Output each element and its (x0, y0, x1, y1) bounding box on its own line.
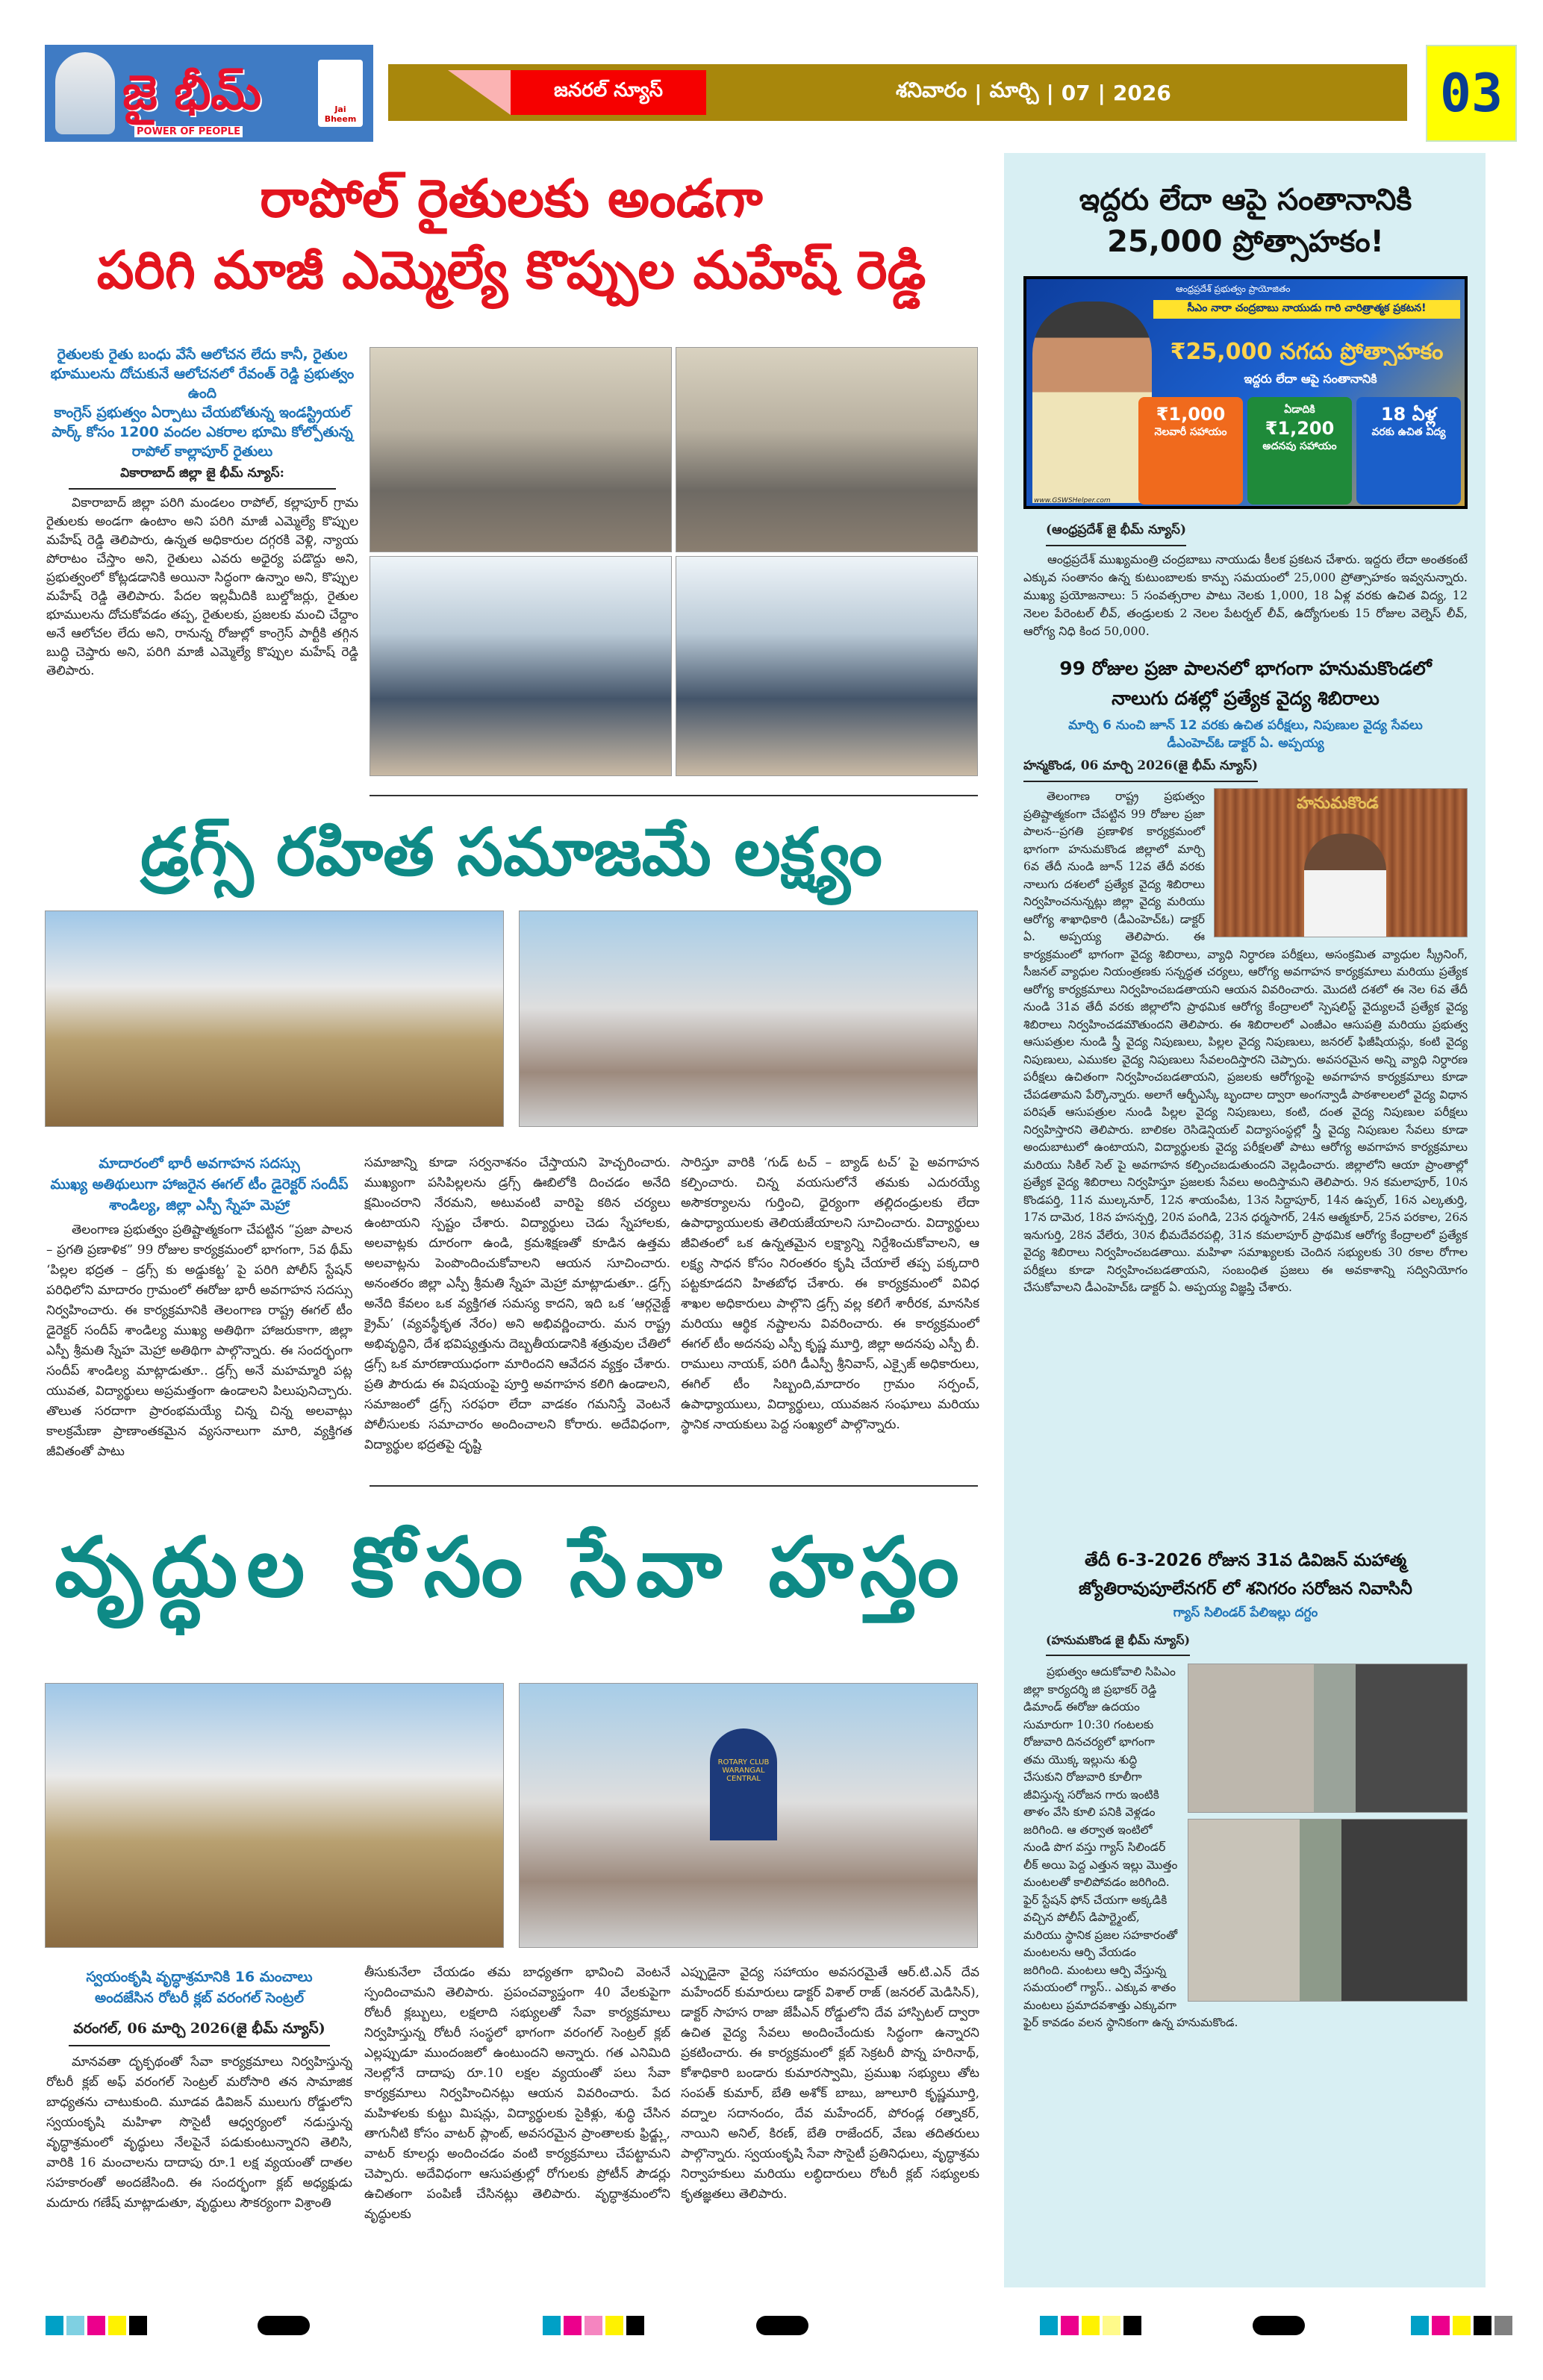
cm-portrait (1032, 302, 1152, 503)
right1-dateline: (ఆంధ్రప్రదేశ్ జై భీమ్ న్యూస్) (1046, 522, 1186, 546)
ad-line: ఇద్దరు లేదా ఆపై సంతానానికి (1244, 372, 1377, 386)
category-ribbon-tail (448, 70, 511, 115)
date-month: మార్చి (989, 78, 1039, 102)
right1-text (1017, 522, 1474, 640)
article1-dateline: వికారాబాద్ జిల్లా జై భీమ్ న్యూస్: (69, 466, 336, 490)
article1-body: వికారాబాద్ జిల్లా పరిగి మండలం రాపోల్, కల్లాపూర్ గ్రామ రైతులకు అండగా ఉంటాం అని పరిగి మాజీ ఎమ్మెల్యే కొప్పుల మహేష్ రెడ్డి తెలిపారు, ఉన్నత అధికారుల దగ్గరకి వెళ్లి, న్యాయ పోరాటం చేస్తాం అని, రైతులు ఎవరు అధైర్య పడొద్దు అని, ప్రభుత్వంలో కోట్లడడానికి అయినా సిద్ధంగా ఉన్నాం అని, కొప్పుల మహేష్ రెడ్డి తెలిపారు. పేదల ఇల్లమీదికి బుల్డోజర్లు, రైతుల భూములను దోచుకోవడం తప్ప, రైతులకు, ప్రజలకు మంచి చేద్దాం అనే ఆలోచల లేదు అని, రానున్న రోజుల్లో కాంగ్రెస్ పార్టీకి తగ్గిన బుద్ధి చెప్తారు అని, పరిగి మాజీ ఎమ్మెల్యే కొప్పుల మహేష్ రెడ్డి తెలిపారు. (46, 496, 358, 678)
right2-headline (1017, 654, 1474, 713)
article3-headline: వృద్ధుల కోసం సేవా హస్తం (54, 1519, 968, 1615)
ad-box-monthly (1138, 397, 1243, 505)
issue-date (896, 70, 1171, 115)
box-amount: ₹1,200 (1265, 418, 1335, 439)
article3-subhead: అందజేసిన రోటరీ క్లబ్ వరంగల్ సెంట్రల్ (94, 1990, 305, 2006)
article2-body: తెలంగాణ ప్రభుత్వం ప్రతిష్టాత్మకంగా చేపట్టిన “ప్రజా పాలన – ప్రగతి ప్రణాళిక” 99 రోజుల కార్యక్రమంలో భాగంగా, 5వ థీమ్ ‘పిల్లల భద్రత – డ్రగ్స్ కు అడ్డుకట్ట’ పై పరిగి పోలీస్ స్టేషన్ పరిధిలోని మాదారం గ్రామంలో ఈరోజు భారీ అవగాహన సదస్సు నిర్వహించారు. ఈ కార్యక్రమానికి తెలంగాణ రాష్ట్ర ఈగల్ టీం డైరెక్టర్ సందీప్ శాండిల్య ముఖ్య అతిథిగా హాజరుకాగా, జిల్లా ఎస్పీ శ్రీమతి స్నేహ మెహ్రా అతిథిగా పాల్గొన్నారు. ఈ సందర్భంగా సందీప్ శాండిల్య మాట్లాడుతూ.. డ్రగ్స్ అనే మహమ్మారి పట్ల యువత, విద్యార్థులు అప్రమత్తంగా ఉండాలని పిలుపునిచ్చారు. తొలుత సరదాగా ప్రారంభమయ్యే చిన్న చిన్న అలవాట్లు కాలక్రమేణా ప్రాణాంతకమైన వ్యసనాలుగా మారి, వ్యక్తిగత జీవితంతో పాటు (46, 1222, 352, 1459)
article1-photo (676, 347, 978, 552)
article2-col3: సారిస్తూ వారికి ‘గుడ్ టచ్ – బ్యాడ్ టచ్’ పై అవగాహన కల్పించారు. చిన్న వయసులోనే తమకు ఎదురయ్యే అసౌకర్యాలను గుర్తించి, ధైర్యంగా తల్లిదండ్రులకు లేదా ఉపాధ్యాయులకు తెలియజేయాలని సూచించారు. విద్యార్థులు జీవితంలో ఒక ఉన్నతమైన లక్ష్యాన్ని నిర్దేశించుకోవాలని, ఆ లక్ష్య సాధన కోసం నిరంతరం కృషి చేయాలే తప్ప పక్కదారి పట్టకూడదని హితబోధ చేశారు. ఈ కార్యక్రమంలో వివిధ శాఖల అధికారులు పాల్గొని డ్రగ్స్ వల్ల కలిగే శారీరక, మానసిక మరియు ఆర్థిక నష్టాలను వివరించారు. ఈ కార్యక్రమంలో ఈగల్ టీం అదనపు ఎస్పీ కృష్ణ మూర్తి, జిల్లా అదనపు ఎస్పీ బీ. రాములు నాయక్, పరిగి డీఎస్పీ శ్రీనివాస్, ఎక్సైజ్ అధికారులు, ఈగిల్ టీం సిబ్బంది,మాదారం గ్రామం సర్పంచ్, ఉపాధ్యాయులు, విద్యార్థులు, యువజన సంఘాలు మరియు స్థానిక నాయకులు పెద్ద సంఖ్యలో పాల్గొన్నారు. (681, 1155, 979, 1432)
article1-photo (370, 556, 672, 776)
article2-photo (519, 911, 978, 1127)
logo-name: జై భీమ్ (122, 66, 262, 121)
registration-mark (756, 2316, 808, 2335)
date-year: 2026 (1112, 80, 1171, 105)
ad-amount: ₹25,000 నగదు ప్రోత్సాహకం (1170, 339, 1444, 365)
date-day: శనివారం (896, 78, 967, 102)
article2-headline: డ్రగ్స్ రహిత సమాజమే లక్ష్యం (140, 813, 882, 890)
fire-photo (1188, 1664, 1468, 1813)
article1-photo (370, 347, 672, 552)
masthead-logo (45, 45, 373, 142)
right-column-content (1017, 179, 1474, 2280)
headline-line: ఇద్దరు లేదా ఆపై సంతానానికి (1079, 183, 1412, 217)
right3-body (1017, 1664, 1474, 2280)
color-bar (1411, 2316, 1512, 2335)
logo-tagline: POWER OF PEOPLE (134, 126, 243, 137)
article1-text (46, 345, 358, 787)
portrait-image (55, 52, 115, 134)
logo-emblem: Jai Bheem (318, 60, 363, 127)
box-text: అదనపు సహాయం (1262, 440, 1337, 452)
right2-subhead: మార్చి 6 నుంచి జూన్ 12 వరకు ఉచిత పరీక్షలు, నిపుణుల వైద్య సేవలు (1068, 718, 1423, 733)
ad-box-education (1356, 397, 1461, 505)
box-top: ఏడాదికి (1284, 404, 1315, 416)
right3-dateline-wrap (1017, 1622, 1474, 1664)
box-text: నెలవారీ సహాయం (1154, 426, 1227, 438)
box-text: వరకు ఉచిత విద్య (1371, 426, 1446, 438)
article2-subhead: ముఖ్య అతిథులుగా హాజరైన ఈగల్ టీం డైరెక్టర్ సందీప్ శాండిల్య, జిల్లా ఎస్పీ స్నేహ మెహ్రా (50, 1176, 349, 1214)
article3-col2: తీసుకునేలా చేయడం తమ బాధ్యతగా భావించి వెంటనే స్పందించామని తెలిపారు. ప్రపంచవ్యాప్తంగా 40 వేలకుపైగా రోటరీ క్లబ్బులు, లక్షలాది సభ్యులతో సేవా కార్యక్రమాలు నిర్వహిస్తున్న రోటరీ సంస్థలో భాగంగా వరంగల్ సెంట్రల్ క్లబ్ ఎల్లప్పుడూ ముందంజలో ఉంటుందని అన్నారు. గత ఎనిమిది నెలల్లోనే దాదాపు రూ.10 లక్షల వ్యయంతో పలు సేవా కార్యక్రమాలు నిర్వహించినట్లు ఆయన వివరించారు. పేద మహిళలకు కుట్టు మిషన్లు, విద్యార్థులకు సైకిళ్లు, శుద్ధి చేసిన తాగునీటి కోసం వాటర్ ప్లాంట్, అవసరమైన ప్రాంతాలకు ఫ్రిడ్జ్లు, వాటర్ కూలర్లు అందించడం వంటి కార్యక్రమాలు చేపట్టామని చెప్పారు. అదేవిధంగా ఆసుపత్రుల్లో రోగులకు ప్రోటీన్ పౌడర్లు ఉచితంగా పంపిణీ చేసినట్లు తెలిపారు. వృద్ధాశ్రమంలోని వృద్ధులకు (364, 1965, 670, 2222)
divider (370, 1485, 978, 1487)
date-date: 07 (1061, 80, 1091, 105)
right3-dateline: (హనుమకొండ జై భీమ్ న్యూస్) (1046, 1633, 1190, 1656)
article1-photo (676, 556, 978, 776)
ad-sponsor: ఆంధ్రప్రదేశ్ ప్రభుత్వం ప్రాయోజితం (1176, 284, 1291, 294)
divider (370, 795, 978, 796)
ad-box-yearly (1247, 397, 1352, 505)
article3-subhead: స్వయంకృషి వృద్ధాశ్రమానికి 16 మంచాలు (86, 1969, 313, 1985)
person-figure (1304, 834, 1386, 937)
headline-line: రాపోల్ రైతులకు అండగా (260, 168, 763, 229)
headline-line: నాలుగు దశల్లో ప్రత్యేక వైద్య శిబిరాలు (1112, 687, 1380, 709)
office-sign: హనుమకొండ (1297, 793, 1379, 813)
right2-dateline: హన్మకొండ, 06 మార్చి 2026(జై భీమ్ న్యూస్) (1023, 758, 1258, 782)
headline-line: తేదీ 6-3-2026 రోజున 31వ డివిజన్ మహాత్మ (1085, 1551, 1406, 1570)
box-amount: ₹1,000 (1156, 404, 1226, 425)
headline-line: జ్యోతిరావుపూలేనగర్ లో శనిగరం సరోజన నివాసినీ (1079, 1579, 1412, 1599)
box-amount: 18 ఏళ్ల (1380, 404, 1437, 425)
ad-banner: సీఎం నారా చంద్రబాబు నాయుడు గారి చారిత్రాత్మక ప్రకటన! (1153, 300, 1460, 319)
registration-mark (258, 2316, 310, 2335)
article2-col1 (46, 1153, 352, 1474)
article3-col1 (46, 1967, 352, 2265)
article3-photo (519, 1683, 978, 1948)
article2-photo (45, 911, 504, 1127)
article2-col2: సమాజాన్ని కూడా సర్వనాశనం చేస్తాయని హెచ్చరించారు. ముఖ్యంగా పసిపిల్లలను డ్రగ్స్ ఊబిలోకి దించడం అనేది క్షమించరాని నేరమని, అటువంటి వారిపై కఠిన చర్యలు ఉంటాయని స్పష్టం చేశారు. విద్యార్థులు చెడు స్నేహాలకు, అలవాట్లకు దూరంగా ఉండి, క్రమశిక్షణతో కూడిన ఉత్తమ అలవాట్లను పెంపొందించుకోవాలని ఆయన సూచించారు. అనంతరం జిల్లా ఎస్పీ శ్రీమతి స్నేహ మెహ్రా మాట్లాడుతూ.. డ్రగ్స్ అనేది కేవలం ఒక వ్యక్తిగత సమస్య కాదని, ఇది ఒక ‘ఆర్గనైజ్డ్ క్రైమ్’ (వ్యవస్థీకృత నేరం) అని అభివర్ణించారు. మన రాష్ట్ర అభివృద్ధిని, దేశ భవిష్యత్తును దెబ్బతీయడానికి శత్రువుల చేతిలో డ్రగ్స్ ఒక మారణాయుధంగా మారిందని ఆవేదన వ్యక్తం చేశారు. ప్రతి పౌరుడు ఈ విషయంపై పూర్తి అవగాహన కలిగి ఉండాలని, సమాజంలో డ్రగ్స్ సరఫరా లేదా వాడకం గమనిస్తే వెంటనే పోలీసులకు సమాచారం అందించాలని కోరారు. అదేవిధంగా, విద్యార్థుల భద్రతపై దృష్టి (364, 1155, 670, 1452)
article1-headline (45, 163, 978, 306)
right2-subheads (1017, 716, 1474, 752)
headline-line: 25,000 ప్రోత్సాహకం! (1107, 225, 1384, 259)
right2-dateline-wrap (1017, 752, 1474, 788)
right3-headline (1017, 1546, 1474, 1603)
color-bar (46, 2316, 147, 2335)
article3-body: మానవతా దృక్పథంతో సేవా కార్యక్రమాలు నిర్వహిస్తున్న రోటరీ క్లబ్ అఫ్ వరంగల్ సెంట్రల్ మరోసారి తన సామాజిక బాధ్యతను చాటుకుంది. మూడవ డివిజన్ ములుగు రోడ్డులోని స్వయంకృషి మహిళా సొసైటీ ఆధ్వర్యంలో నడుస్తున్న వృద్ధాశ్రమంలో వృద్ధులు నేలపైనే పడుకుంటున్నారని తెలిసి, వారికి 16 మంచాలను దాదాపు రూ.1 లక్ష వ్యయంతో దాతల సహకారంతో అందజేసింది. ఈ సందర్భంగా క్లబ్ అధ్యక్షుడు మదూరు గణేష్ మాట్లాడుతూ, వృద్ధులు సౌకర్యంగా విశ్రాంతి (46, 2055, 352, 2211)
article3-dateline: వరంగల్, 06 మార్చి 2026(జై భీమ్ న్యూస్) (69, 2020, 330, 2046)
article3-photo (45, 1683, 504, 1948)
section-label: జనరల్ న్యూస్ (511, 70, 706, 115)
date-separator: | (1046, 80, 1054, 105)
right2-subhead: డీఎంహెచ్ఓ డాక్టర్ ఏ. అప్పయ్య (1167, 736, 1324, 751)
headline-line: 99 రోజుల ప్రజా పాలనలో భాగంగా హనుమకొండలో (1059, 658, 1432, 679)
right3-subhead: గ్యాస్ సిలిండర్ పేలిఇల్లు దగ్దం (1173, 1605, 1318, 1620)
article2-subhead: మాదారంలో భారీ అవగాహన సదస్సు (99, 1155, 300, 1172)
article3-col3: ఎప్పుడైనా వైద్య సహాయం అవసరమైతే ఆర్.టి.ఎన్ దేవ మహేందర్ కుమారులు డాక్టర్ విశాల్ రాజ్ (జనరల్ మెడిసిన్), డాక్టర్ సాహస రాజా జేపీఎన్ రోడ్డులోని దేవ హాస్పిటల్ ద్వారా ఉచిత వైద్య సేవలు అందించేందుకు సిద్ధంగా ఉన్నారని ప్రకటించారు. ఈ కార్యక్రమంలో క్లబ్ సెక్రటరీ పొన్న హరినాథ్, కోశాధికారి బండారు కుమారస్వామి, ప్రముఖ సభ్యులు తోట సంపత్ కుమార్, బేతి అశోక్ బాబు, జూలూరి కృష్ణమూర్తి, వద్నాల సదానందం, దేవ మహేందర్, పోరండ్ల రత్నాకర్, నాయిని అనిల్, కిరణ్, బేతి రాజేందర్, వేణు తదితరులు పాల్గొన్నారు. స్వయంకృషి సేవా సొసైటీ ప్రతినిధులు, వృద్ధాశ్రమ నిర్వాహకులు మరియు లబ్ధిదారులు రోటరీ క్లబ్ సభ్యులకు కృతజ్ఞతలు తెలిపారు. (681, 1965, 979, 2202)
right1-body: ఆంధ్రప్రదేశ్ ముఖ్యమంత్రి చంద్రబాబు నాయుడు కీలక ప్రకటన చేశారు. ఇద్దరు లేదా అంతకంటే ఎక్కువ సంతానం ఉన్న కుటుంబాలకు కాన్పు సమయంలో 25,000 ప్రోత్సాహకం ఇవ్వనున్నారు. ముఖ్య ప్రయోజనాలు: 5 సంవత్సరాల పాటు నెలకు 1,000, 18 ఏళ్ల వరకు ఉచిత విద్య, 12 నెలల పేరెంటల్ లీవ్, తండ్రులకు 2 నెలల పేటర్నల్ లీవ్, ఉద్యోగులకు 15 రోజుల వెల్నెస్ లీవ్, ఆరోగ్య నిధి కింద 50,000. (1023, 552, 1468, 638)
page-number: 03 (1426, 45, 1517, 142)
right3-body-text: ప్రభుత్వం ఆదుకోవాలి సిపిఎం జిల్లా కార్యదర్శి జి ప్రభాకర్ రెడ్డి డిమాండ్ ఈరోజు ఉదయం సుమారుగా 10:30 గంటలకు రోజువారి దినచర్యలో భాగంగా తమ యొక్క ఇల్లును శుద్ధి చేసుకుని రోజువారి కూలీగా జీవిస్తున్న సరోజన గారు ఇంటికి తాళం వేసి కూలి పనికి వెళ్లడం జరిగింది. ఆ తర్వాత ఇంటిలో నుండి పొగ వస్తు గ్యాస్ సిలిండర్ లీక్ అయి పెద్ద ఎత్తున ఇల్లు మొత్తం మంటలతో కాలిపోవడం జరిగింది. ఫైర్ స్టేషన్ ఫోన్ చేయగా అక్కడికి వచ్చిన పోలీస్ డిపార్ట్మెంట్, మరియు స్థానిక ప్రజల సహకారంతో మంటలను ఆర్పి వేయడం జరిగింది. మంటలు ఆర్పి వేస్తున్న సమయంలో గ్యాస్.. ఎక్కువ శాతం మంటలు ప్రమాదవశాత్తు ఎక్కువగా ఫైర్ కావడం వలన స్థానికంగా ఉన్న హనుమకొండ. (1023, 1665, 1238, 2029)
registration-mark (1253, 2316, 1305, 2335)
ad-website: www.GSWSHelper.com (1034, 497, 1111, 505)
dmho-photo (1214, 788, 1468, 937)
headline-line: పరిగి మాజీ ఎమ్మెల్యే కొప్పుల మహేష్ రెడ్డి (96, 240, 926, 301)
right2-body-text: తెలంగాణ రాష్ట్ర ప్రభుత్వం ప్రతిష్టాత్మకంగా చేపట్టిన 99 రోజుల ప్రజా పాలన--ప్రగతి ప్రణాళిక కార్యక్రమంలో భాగంగా హనుమకొండ జిల్లాలో మార్చి 6వ తేదీ నుండి జూన్ 12వ తేదీ వరకు నాలుగు దశలలో ప్రత్యేక వైద్య శిబిరాలు నిర్వహించనున్నట్లు జిల్లా వైద్య మరియు ఆరోగ్య శాఖాధికారి (డీఎంహెచ్ఓ) డాక్టర్ ఏ. అప్పయ్య తెలిపారు. ఈ కార్యక్రమంలో భాగంగా వైద్య శిబిరాలు, వ్యాధి నిర్ధారణ పరీక్షలు, అసంక్రమిత వ్యాధుల స్క్రీనింగ్, సీజనల్ వ్యాధుల నియంత్రణకు సన్నద్ధత చర్యలు, ఆరోగ్య అవగాహన కార్యక్రమాలు మరియు ప్రత్యేక ఆరోగ్య కార్యక్రమాలు నిర్వహించబడతాయని ఆయన వివరించారు. మొదటి దశలో ఈ నెల 6వ తేదీ నుండి 31వ తేదీ వరకు జిల్లాలోని ప్రాథమిక ఆరోగ్య కేంద్రాలలో స్పెషలిస్ట్ వైద్యులచే ప్రత్యేక వైద్య శిబిరాలు నిర్వహించడమౌతుందని తెలిపారు. ఈ శిబిరాలలో ఎంజీఎం ఆసుపత్రి మరియు ప్రభుత్వ ఆసుపత్రుల నుండి స్త్రీ వైద్య నిపుణులు, పిల్లల వైద్య నిపుణులు, జనరల్ ఫిజీషియన్లు, కంటి వైద్య నిపుణులు, ఎముకల వైద్య నిపుణులు సేవలందిస్తారని చెప్పారు. అవసరమైన అన్ని వ్యాధి నిర్ధారణ పరీక్షలు ఉచితంగా నిర్వహించబడతాయని, ప్రజలకు ఆరోగ్యంపై అవగాహన కార్యక్రమాలు కూడా చేపడతామని పేర్కొన్నారు. అలాగే ఆర్బీఎస్కే బృందాల ద్వారా అంగన్వాడీ పాఠశాలలలో వైద్య విధాన పరిషత్ ఆసుపత్రుల నుండి పిల్లల వైద్య నిపుణులు, కంటి, దంత వైద్య నిపుణుల పరీక్షలు నిర్వహిస్తారని తెలిపారు. బాలికల రెసిడెన్షియల్ విద్యాసంస్థల్లో స్త్రీ వైద్య నిపుణుల సేవలు కూడా అందుబాటులో ఉంటాయని, విద్యార్థులకు వైద్య పరీక్షలతో పాటు ఆరోగ్య అవగాహన కార్యక్రమాలు మరియు సికిల్ సెల్ పై అవగాహన కల్పించబడుతుందని వెల్లడించారు. జిల్లాలోని ఆయా ప్రాంతాల్లో ప్రత్యేక వైద్య శిబిరాలు నిర్వహిస్తూ ప్రజలకు సేవలు అందిస్తామని తెలిపారు. 9న కమలాపూర్, 10న కొండపర్తి, 11న ముల్కనూర్, 12న శాయంపేట, 13న సిద్దాపూర్, 14న ఉప్పల్, 16న ఎల్కతుర్తి, 17న దామెర, 18న హసన్పర్తి, 20న పంగిడి, 23న ధర్మసాగర్, 24న ఆత్మకూర్, 25న పరకాల, 26న ఇనుగుర్తి, 28న వేలేరు, 30న భీమదేవరపల్లి, 31న కమలాపూర్ ప్రాథమిక ఆరోగ్య కేంద్రాలలో ప్రత్యేక వైద్య శిబిరాలు నిర్వహించబడతాయి. మహిళా సమాఖ్యలకు చెందిన సభ్యులకు 30 రకాల రోగాల పరీక్షలు కూడా నిర్వహించబడతాయని, సంబంధిత ప్రజలు ఈ అవకాశాన్ని సద్వినియోగం చేసుకోవాలని డీఎంహెచ్ఓ డాక్టర్ ఏ. అప్పయ్య విజ్ఞప్తి చేశారు. (1023, 790, 1468, 1294)
rotary-banner: ROTARY CLUB WARANGAL CENTRAL (710, 1728, 777, 1840)
scheme-advertisement (1023, 276, 1468, 509)
right1-headline (1017, 179, 1474, 263)
right2-body (1017, 788, 1474, 1534)
article1-subhead: రైతులకు రైతు బంధు వేసే ఆలోచన లేదు కానీ, రైతుల భూములను దోచుకునే ఆలోచనలో రేవంత్ రెడ్డి ప్రభుత్వం ఉంది (50, 346, 355, 402)
color-bar (1040, 2316, 1141, 2335)
fire-photo (1188, 1819, 1468, 2002)
date-separator: | (1097, 80, 1106, 105)
date-separator: | (974, 80, 982, 105)
article1-subhead: కాంగ్రెస్ ప్రభుత్వం ఏర్పాటు చేయబోతున్న ఇండస్ట్రియల్ పార్క్ కోసం 1200 వందల ఎకరాల భూమి కోల్పోతున్న రాపోల్ కాల్లాపూర్ రైతులు (52, 405, 353, 460)
color-bar (543, 2316, 644, 2335)
